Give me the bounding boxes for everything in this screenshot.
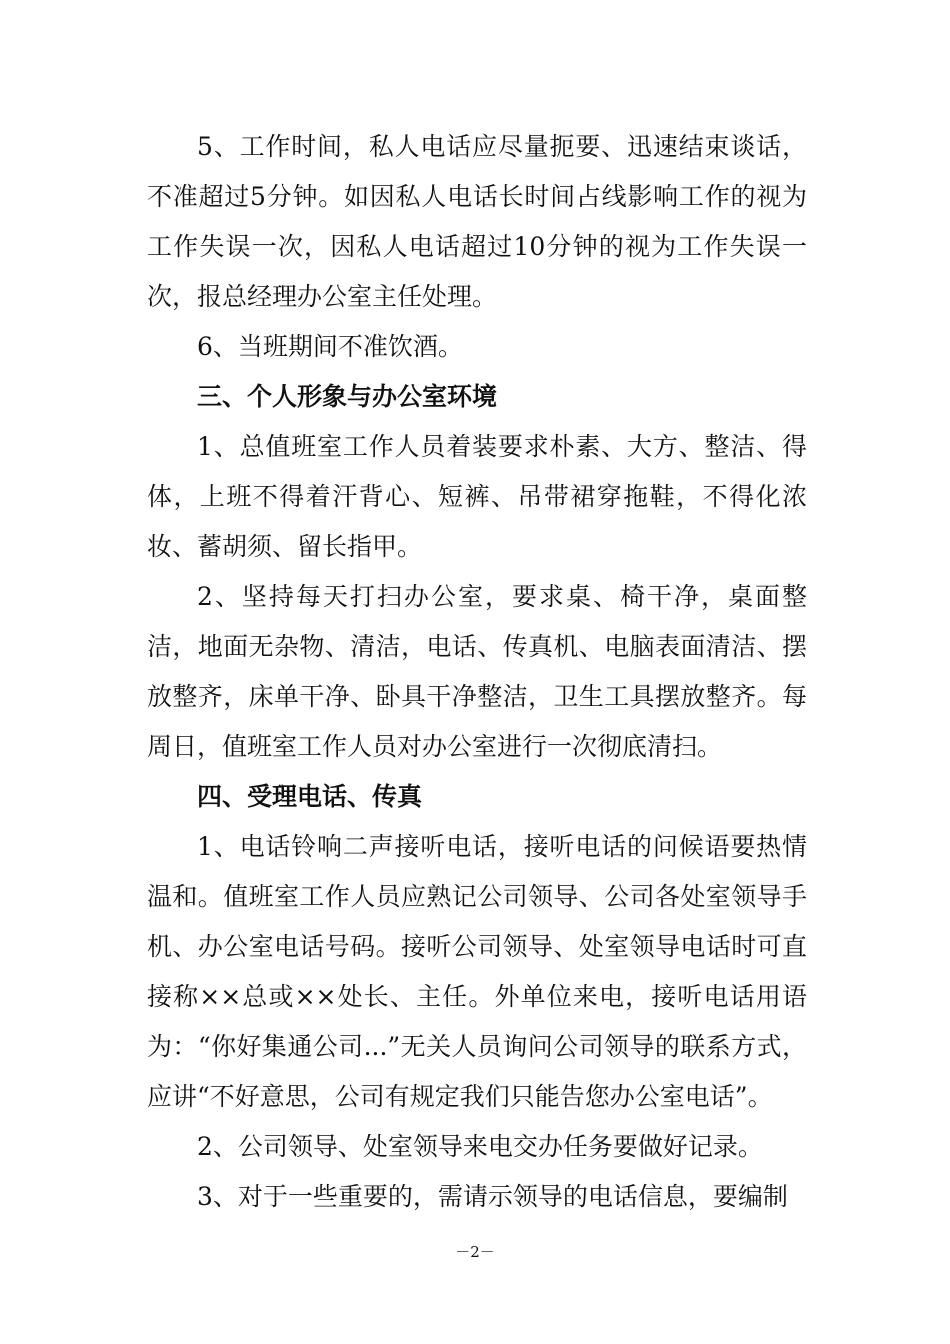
section-heading-3: 三、个人形象与办公室环境 [197, 382, 498, 411]
paragraph-cleaning: 2、坚持每天打扫办公室，要求桌、椅干净，桌面整洁，地面无杂物、清洁，电话、传真机、电脑表面清洁、摆放整齐，床单干净、卧具干净整洁，卫生工具摆放整齐。每周日，值班室工作人员对办公室进行一次彻底清扫。 [147, 582, 807, 761]
page-number: －2－ [455, 1243, 495, 1261]
paragraph-task-records: 2、公司领导、处室领导来电交办任务要做好记录。 [197, 1132, 763, 1161]
paragraph-item-5: 5、工作时间，私人电话应尽量扼要、迅速结束谈话，不准超过5分钟。如因私人电话长时间占线影响工作的视为工作失误一次，因私人电话超过10分钟的视为工作失误一次，报总经理办公室主任处理。 [147, 132, 807, 311]
paragraph-phone-answering: 1、电话铃响二声接听电话，接听电话的问候语要热情温和。值班室工作人员应熟记公司领导、公司各处室领导手机、办公室电话号码。接听公司领导、处室领导电话时可直接称××总或××处长、主任。外单位来电，接听电话用语为：“你好集通公司...”无关人员询问公司领导的联系方式，应讲“不好意思，公司有规定我们只能告您办公室电话”。 [147, 832, 807, 1111]
paragraph-attire: 1、总值班室工作人员着装要求朴素、大方、整洁、得体，上班不得着汗背心、短裤、吊带裙穿拖鞋，不得化浓妆、蓄胡须、留长指甲。 [147, 432, 807, 561]
document-body [147, 122, 807, 1222]
section-heading-4: 四、受理电话、传真 [197, 782, 423, 811]
paragraph-item-6: 6、当班期间不准饮酒。 [197, 332, 463, 361]
paragraph-important-calls: 3、对于一些重要的，需请示领导的电话信息，要编制 [197, 1182, 788, 1211]
